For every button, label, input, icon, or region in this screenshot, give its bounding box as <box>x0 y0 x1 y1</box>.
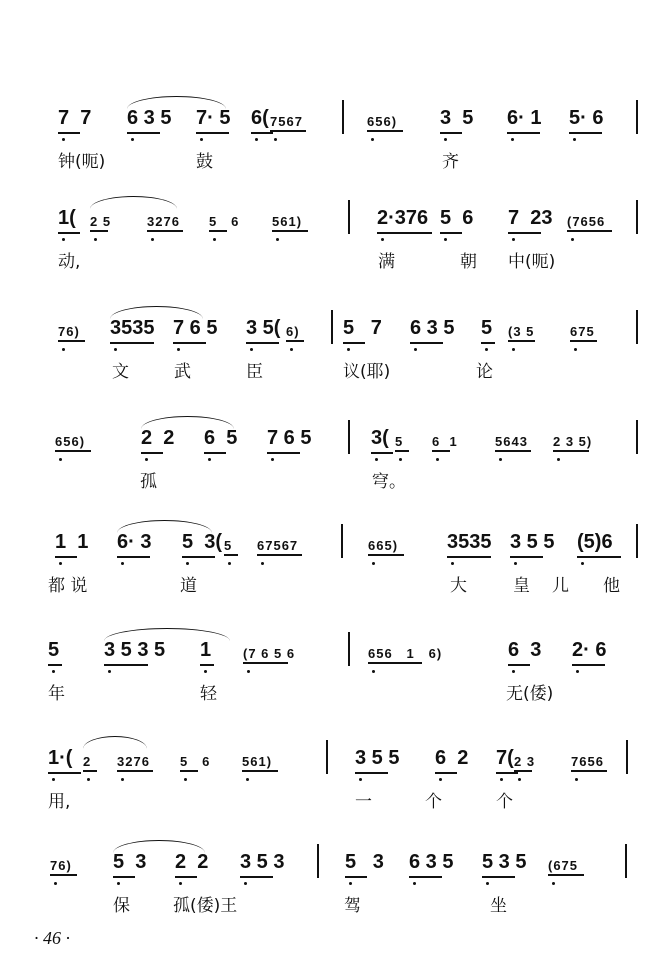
duration-underline <box>409 876 442 878</box>
octave-dot <box>208 458 211 461</box>
notation-group: 5 3 <box>345 851 384 873</box>
notation-group: 3( <box>371 427 389 449</box>
lyric-text: 臣 <box>246 362 263 382</box>
lyric-text: 个 <box>425 792 442 812</box>
lyric-text: 保 <box>113 896 130 916</box>
octave-dot <box>500 778 503 781</box>
duration-underline <box>572 664 605 666</box>
duration-underline <box>117 556 150 558</box>
notation-group: 1 1 <box>55 531 89 553</box>
notation-group: 5 7 <box>343 317 382 339</box>
octave-dot <box>271 458 274 461</box>
octave-dot <box>200 138 203 141</box>
notation-group: 3 5 <box>440 107 474 129</box>
octave-dot <box>436 458 439 461</box>
duration-underline <box>410 342 443 344</box>
slur-arc <box>141 416 234 429</box>
bar-line <box>331 310 333 344</box>
notation-group: 2 3 5) <box>553 434 593 449</box>
notation-group: 2 <box>83 754 92 769</box>
bar-line <box>348 632 350 666</box>
bar-line <box>341 524 343 558</box>
notation-group: 3535 <box>447 531 492 553</box>
duration-underline <box>569 132 602 134</box>
lyric-text: 中(呃) <box>508 252 556 272</box>
octave-dot <box>444 238 447 241</box>
duration-underline <box>58 132 80 134</box>
octave-dot <box>414 348 417 351</box>
notation-group: 5 <box>395 434 404 449</box>
duration-underline <box>240 876 273 878</box>
notation-group: (5)6 <box>577 531 613 553</box>
notation-group: 7 23 <box>508 207 553 229</box>
notation-group: 2·376 <box>377 207 429 229</box>
notation-group: 6) <box>286 324 300 339</box>
duration-underline <box>204 452 226 454</box>
octave-dot <box>381 238 384 241</box>
duration-underline <box>496 772 518 774</box>
lyric-text: 驾 <box>344 896 361 916</box>
bar-line <box>342 100 344 134</box>
octave-dot <box>444 138 447 141</box>
duration-underline <box>147 230 183 232</box>
duration-underline <box>48 664 62 666</box>
octave-dot <box>247 670 250 673</box>
bar-line <box>348 200 350 234</box>
bar-line <box>626 740 628 774</box>
octave-dot <box>399 458 402 461</box>
duration-underline <box>243 662 288 664</box>
duration-underline <box>58 340 85 342</box>
duration-underline <box>571 770 607 772</box>
lyric-text: 文 <box>112 362 129 382</box>
notation-group: 6· 1 <box>507 107 542 129</box>
octave-dot <box>511 138 514 141</box>
notation-group: 3276 <box>147 214 180 229</box>
duration-underline <box>482 876 515 878</box>
octave-dot <box>514 562 517 565</box>
notation-group: 76) <box>50 858 72 873</box>
lyric-text: 钟(呃) <box>58 152 106 172</box>
duration-underline <box>270 130 306 132</box>
octave-dot <box>87 778 90 781</box>
octave-dot <box>518 778 521 781</box>
lyric-text: 大 <box>450 576 467 596</box>
duration-underline <box>224 554 238 556</box>
notation-group: 6 2 <box>435 747 469 769</box>
duration-underline <box>548 874 584 876</box>
lyric-text: 儿 <box>552 576 569 596</box>
notation-group: 675 <box>570 324 595 339</box>
octave-dot <box>512 238 515 241</box>
octave-dot <box>552 882 555 885</box>
lyric-text: 他 <box>603 576 620 596</box>
lyric-text: 一 <box>355 792 372 812</box>
octave-dot <box>512 670 515 673</box>
lyric-text: 坐 <box>490 896 507 916</box>
octave-dot <box>372 562 375 565</box>
octave-dot <box>349 882 352 885</box>
notation-group: (7656 <box>567 214 606 229</box>
slur-arc <box>90 196 177 209</box>
octave-dot <box>114 348 117 351</box>
notation-group: 3276 <box>117 754 150 769</box>
notation-group: (7 6 5 6 <box>243 646 296 661</box>
notation-group: 3 5 3 <box>240 851 285 873</box>
octave-dot <box>117 882 120 885</box>
notation-group: 1( <box>58 207 76 229</box>
lyric-text: 无(倭) <box>506 684 554 704</box>
duration-underline <box>567 230 612 232</box>
octave-dot <box>371 138 374 141</box>
lyric-text: 满 <box>378 252 395 272</box>
octave-dot <box>204 670 207 673</box>
notation-group: 7 6 5 <box>267 427 312 449</box>
octave-dot <box>179 882 182 885</box>
duration-underline <box>267 452 300 454</box>
notation-group: 1·( <box>48 747 73 769</box>
octave-dot <box>246 778 249 781</box>
lyric-text: 议(耶) <box>343 362 391 382</box>
octave-dot <box>375 458 378 461</box>
notation-group: (675 <box>548 858 579 873</box>
lyric-text: 论 <box>476 362 493 382</box>
octave-dot <box>59 562 62 565</box>
octave-dot <box>151 238 154 241</box>
duration-underline <box>182 556 215 558</box>
lyric-text: 皇 <box>513 576 530 596</box>
duration-underline <box>286 340 304 342</box>
duration-underline <box>209 230 227 232</box>
bar-line <box>348 420 350 454</box>
lyric-text: 都 说 <box>48 576 88 596</box>
octave-dot <box>52 778 55 781</box>
octave-dot <box>184 778 187 781</box>
octave-dot <box>261 562 264 565</box>
notation-group: 5 3 5 <box>482 851 527 873</box>
octave-dot <box>228 562 231 565</box>
notation-group: 561) <box>242 754 273 769</box>
octave-dot <box>131 138 134 141</box>
notation-group: 7567 <box>270 114 303 129</box>
notation-group: 6· 3 <box>117 531 152 553</box>
octave-dot <box>59 458 62 461</box>
notation-group: (3 5 <box>508 324 535 339</box>
octave-dot <box>62 138 65 141</box>
duration-underline <box>508 232 541 234</box>
octave-dot <box>276 238 279 241</box>
bar-line <box>636 420 638 454</box>
duration-underline <box>447 556 491 558</box>
octave-dot <box>576 670 579 673</box>
notation-group: 6 5 <box>204 427 238 449</box>
octave-dot <box>499 458 502 461</box>
lyric-text: 穹。 <box>372 472 406 492</box>
octave-dot <box>451 562 454 565</box>
lyric-text: 齐 <box>442 152 459 172</box>
duration-underline <box>48 772 81 774</box>
bar-line <box>625 844 627 878</box>
notation-group: 7· 5 <box>196 107 231 129</box>
duration-underline <box>90 230 108 232</box>
duration-underline <box>55 556 77 558</box>
duration-underline <box>508 340 535 342</box>
octave-dot <box>571 238 574 241</box>
octave-dot <box>244 882 247 885</box>
lyric-text: 鼓 <box>196 152 213 172</box>
notation-group: 3 5 3 5 <box>104 639 166 661</box>
notation-group: 5 6 <box>209 214 240 229</box>
duration-underline <box>481 342 495 344</box>
bar-line <box>636 310 638 344</box>
slur-arc <box>104 628 230 641</box>
duration-underline <box>200 664 214 666</box>
octave-dot <box>121 562 124 565</box>
notation-group: 5 6 <box>180 754 211 769</box>
notation-group: 2· 6 <box>572 639 607 661</box>
lyric-text: 朝 <box>460 252 477 272</box>
duration-underline <box>377 232 432 234</box>
duration-underline <box>435 772 457 774</box>
duration-underline <box>510 556 543 558</box>
lyric-text: 武 <box>174 362 191 382</box>
notation-group: 6 3 <box>508 639 542 661</box>
duration-underline <box>395 450 409 452</box>
duration-underline <box>50 874 77 876</box>
notation-group: 7656 <box>571 754 604 769</box>
notation-group: 6 3 5 <box>410 317 455 339</box>
notation-group: 1 <box>200 639 212 661</box>
octave-dot <box>121 778 124 781</box>
octave-dot <box>486 882 489 885</box>
octave-dot <box>62 348 65 351</box>
duration-underline <box>196 132 229 134</box>
lyric-text: 孤 <box>140 472 157 492</box>
duration-underline <box>110 342 154 344</box>
lyric-text: 个 <box>496 792 513 812</box>
notation-group: 5 3 <box>113 851 147 873</box>
duration-underline <box>173 342 206 344</box>
duration-underline <box>367 130 403 132</box>
duration-underline <box>577 556 621 558</box>
slur-arc <box>113 840 205 853</box>
octave-dot <box>108 670 111 673</box>
duration-underline <box>440 132 462 134</box>
duration-underline <box>368 554 404 556</box>
notation-group: 3 5( <box>246 317 281 339</box>
notation-group: 6 3 5 <box>127 107 172 129</box>
notation-group: 7( <box>496 747 514 769</box>
notation-group: 5643 <box>495 434 528 449</box>
notation-group: 5 6 <box>440 207 474 229</box>
octave-dot <box>94 238 97 241</box>
octave-dot <box>186 562 189 565</box>
lyric-text: 动, <box>58 252 81 272</box>
lyric-text: 轻 <box>200 684 217 704</box>
notation-group: 6( <box>251 107 269 129</box>
duration-underline <box>514 770 532 772</box>
duration-underline <box>371 452 393 454</box>
octave-dot <box>575 778 578 781</box>
octave-dot <box>290 348 293 351</box>
lyric-text: 道 <box>180 576 197 596</box>
notation-group: 2 2 <box>175 851 209 873</box>
notation-group: 5 <box>481 317 493 339</box>
bar-line <box>636 200 638 234</box>
duration-underline <box>55 450 91 452</box>
slur-arc <box>127 96 226 109</box>
notation-group: 3 5 5 <box>355 747 400 769</box>
notation-group: 561) <box>272 214 303 229</box>
duration-underline <box>180 770 198 772</box>
octave-dot <box>54 882 57 885</box>
slur-arc <box>117 520 212 533</box>
duration-underline <box>570 340 597 342</box>
notation-group: 76) <box>58 324 80 339</box>
lyric-text: 年 <box>48 684 65 704</box>
notation-group: 2 5 <box>90 214 112 229</box>
octave-dot <box>347 348 350 351</box>
notation-group: 3535 <box>110 317 155 339</box>
octave-dot <box>359 778 362 781</box>
octave-dot <box>250 348 253 351</box>
lyric-text: 用, <box>48 792 71 812</box>
duration-underline <box>368 662 422 664</box>
notation-group: 67567 <box>257 538 299 553</box>
notation-group: 7 7 <box>58 107 92 129</box>
duration-underline <box>495 450 531 452</box>
slur-arc <box>110 306 203 319</box>
duration-underline <box>345 876 367 878</box>
duration-underline <box>246 342 279 344</box>
notation-group: 7 6 5 <box>173 317 218 339</box>
bar-line <box>636 100 638 134</box>
duration-underline <box>553 450 589 452</box>
notation-group: 656) <box>367 114 398 129</box>
bar-line <box>636 524 638 558</box>
octave-dot <box>177 348 180 351</box>
octave-dot <box>62 238 65 241</box>
octave-dot <box>574 348 577 351</box>
duration-underline <box>343 342 365 344</box>
notation-group: 656 1 6) <box>368 646 443 661</box>
duration-underline <box>355 772 388 774</box>
notation-group: 2 3 <box>514 754 536 769</box>
notation-group: 5 <box>48 639 60 661</box>
duration-underline <box>440 232 462 234</box>
octave-dot <box>512 348 515 351</box>
bar-line <box>317 844 319 878</box>
notation-group: 6 1 <box>432 434 458 449</box>
notation-group: 5· 6 <box>569 107 604 129</box>
duration-underline <box>58 232 80 234</box>
duration-underline <box>251 132 273 134</box>
duration-underline <box>507 132 540 134</box>
duration-underline <box>127 132 160 134</box>
notation-group: 3 5 5 <box>510 531 555 553</box>
octave-dot <box>274 138 277 141</box>
duration-underline <box>83 770 97 772</box>
duration-underline <box>272 230 308 232</box>
octave-dot <box>52 670 55 673</box>
notation-group: 2 2 <box>141 427 175 449</box>
notation-group: 5 3( <box>182 531 223 553</box>
notation-group: 665) <box>368 538 399 553</box>
duration-underline <box>141 452 163 454</box>
duration-underline <box>257 554 302 556</box>
octave-dot <box>145 458 148 461</box>
duration-underline <box>117 770 153 772</box>
octave-dot <box>255 138 258 141</box>
duration-underline <box>432 450 450 452</box>
page-number: · 46 · <box>34 928 70 948</box>
octave-dot <box>557 458 560 461</box>
octave-dot <box>581 562 584 565</box>
notation-group: 5 <box>224 538 233 553</box>
octave-dot <box>573 138 576 141</box>
notation-group: 656) <box>55 434 86 449</box>
octave-dot <box>213 238 216 241</box>
notation-group: 6 3 5 <box>409 851 454 873</box>
bar-line <box>326 740 328 774</box>
slur-arc <box>83 736 147 749</box>
duration-underline <box>104 664 148 666</box>
duration-underline <box>113 876 135 878</box>
duration-underline <box>242 770 278 772</box>
duration-underline <box>508 664 530 666</box>
octave-dot <box>485 348 488 351</box>
octave-dot <box>439 778 442 781</box>
duration-underline <box>175 876 197 878</box>
lyric-text: 孤(倭)王 <box>173 896 238 916</box>
octave-dot <box>372 670 375 673</box>
octave-dot <box>413 882 416 885</box>
